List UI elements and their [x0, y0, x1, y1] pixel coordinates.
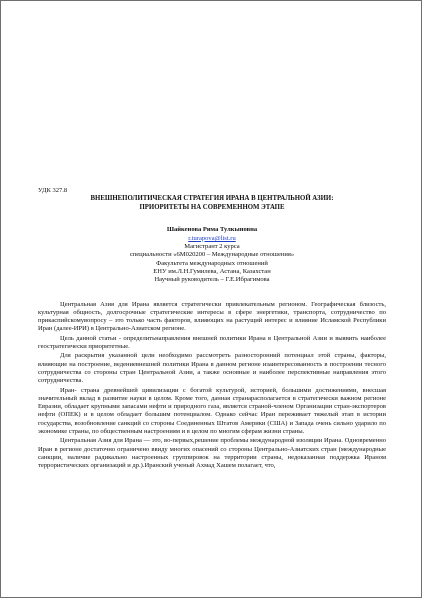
scientific-supervisor: Научный руководитель – Г.Е.Ибрагимова — [154, 276, 270, 284]
body-paragraph-3: Для раскрытия указанной цели необходимо рассмотреть разносторонний потенциал этой страны, факторы, влияющие на построение, ведениевнешней политики Ирана в данном регионе изаинтересованность в построении тесного сотрудничества со стороны стран Центральной Азии, а также основные и наиболее перспективные направления этого сотрудничества. — [38, 352, 386, 385]
body-paragraph-1: Центральная Азия для Ирана является стратегически привлекательным регионом. Географическая близость, культурная общность, долгосрочные стратегические интересы в сфере энергетики, транспорта, сотрудничество по прикаспийскомувопросу – это только часть факторов, влияющих на растущий интерес и влияние Исламской Республики Иран (далее-ИРИ) в Центрально-Азиатском регионе. — [38, 300, 386, 333]
body-paragraph-5: Центральная Азия для Ирана — это, во-первых,решение проблемы международной изоляции Ирана. Одновременно Иран в регионе достаточно ограничено ввиду многих опасений со стороны Центрально-Азиатских стран (международные санкции, наличие радикально настроенных группировок на территории страны, недоказанная поддержка Ираном террористических организаций и др.).Иранский ученый Ахмад Хашем полагает, что, — [38, 437, 386, 470]
document-content — [38, 187, 386, 472]
article-body — [38, 301, 386, 471]
body-paragraph-2: Цель данной статьи - определитьнаправления внешней политики Ирана в Центральной Азии и выявить наиболее геостратегически приоритетные. — [38, 334, 386, 351]
author-faculty: Факультета международных отношений — [156, 259, 268, 267]
author-specialty: специальности «6М020200 – Международные отношения» — [129, 251, 295, 259]
author-degree: Магистрант 2 курса — [184, 243, 240, 251]
article-title-line-1: ВНЕШНЕПОЛИТИЧЕСКАЯ СТРАТЕГИЯ ИРАНА В ЦЕНТРАЛЬНОЙ АЗИИ: — [90, 195, 334, 203]
body-paragraph-4: Иран- страна древнейшей цивилизации с богатой культурой, историей, большими достижениями, внесшая значительный вклад в развитие науки в целом. Кроме того, данная странарасполагается в стратегически важном регионе Евразии, обладает крупными запасами нефти и природного газа, является страной-членом Организации стран-экспортеров нефти (ОПЕК) и в целом обладает большим потенциалом. Однако сейчас Иран переживает тяжелый этап в истории государства, возобновление санкций со стороны Соединенных Штатов Америки (США) и Запада очень сильно ударило по экономике страны, по общественным настроениям и в целом по многим сферам жизни страны. — [38, 386, 386, 436]
author-name: Шайкенова Рима Тулкыновна — [166, 226, 258, 234]
udc-code: УДК 327.8 — [38, 187, 68, 194]
article-title-line-2: ПРИОРИТЕТЫ НА СОВРЕМЕННОМ ЭТАПЕ — [139, 203, 285, 211]
author-block — [38, 226, 386, 284]
author-email-line — [38, 235, 386, 243]
author-university: ЕНУ им.Л.Н.Гумилева, Астана, Казахстан — [153, 267, 271, 275]
author-email-link[interactable]: r.turapova@list.ru — [188, 234, 236, 242]
